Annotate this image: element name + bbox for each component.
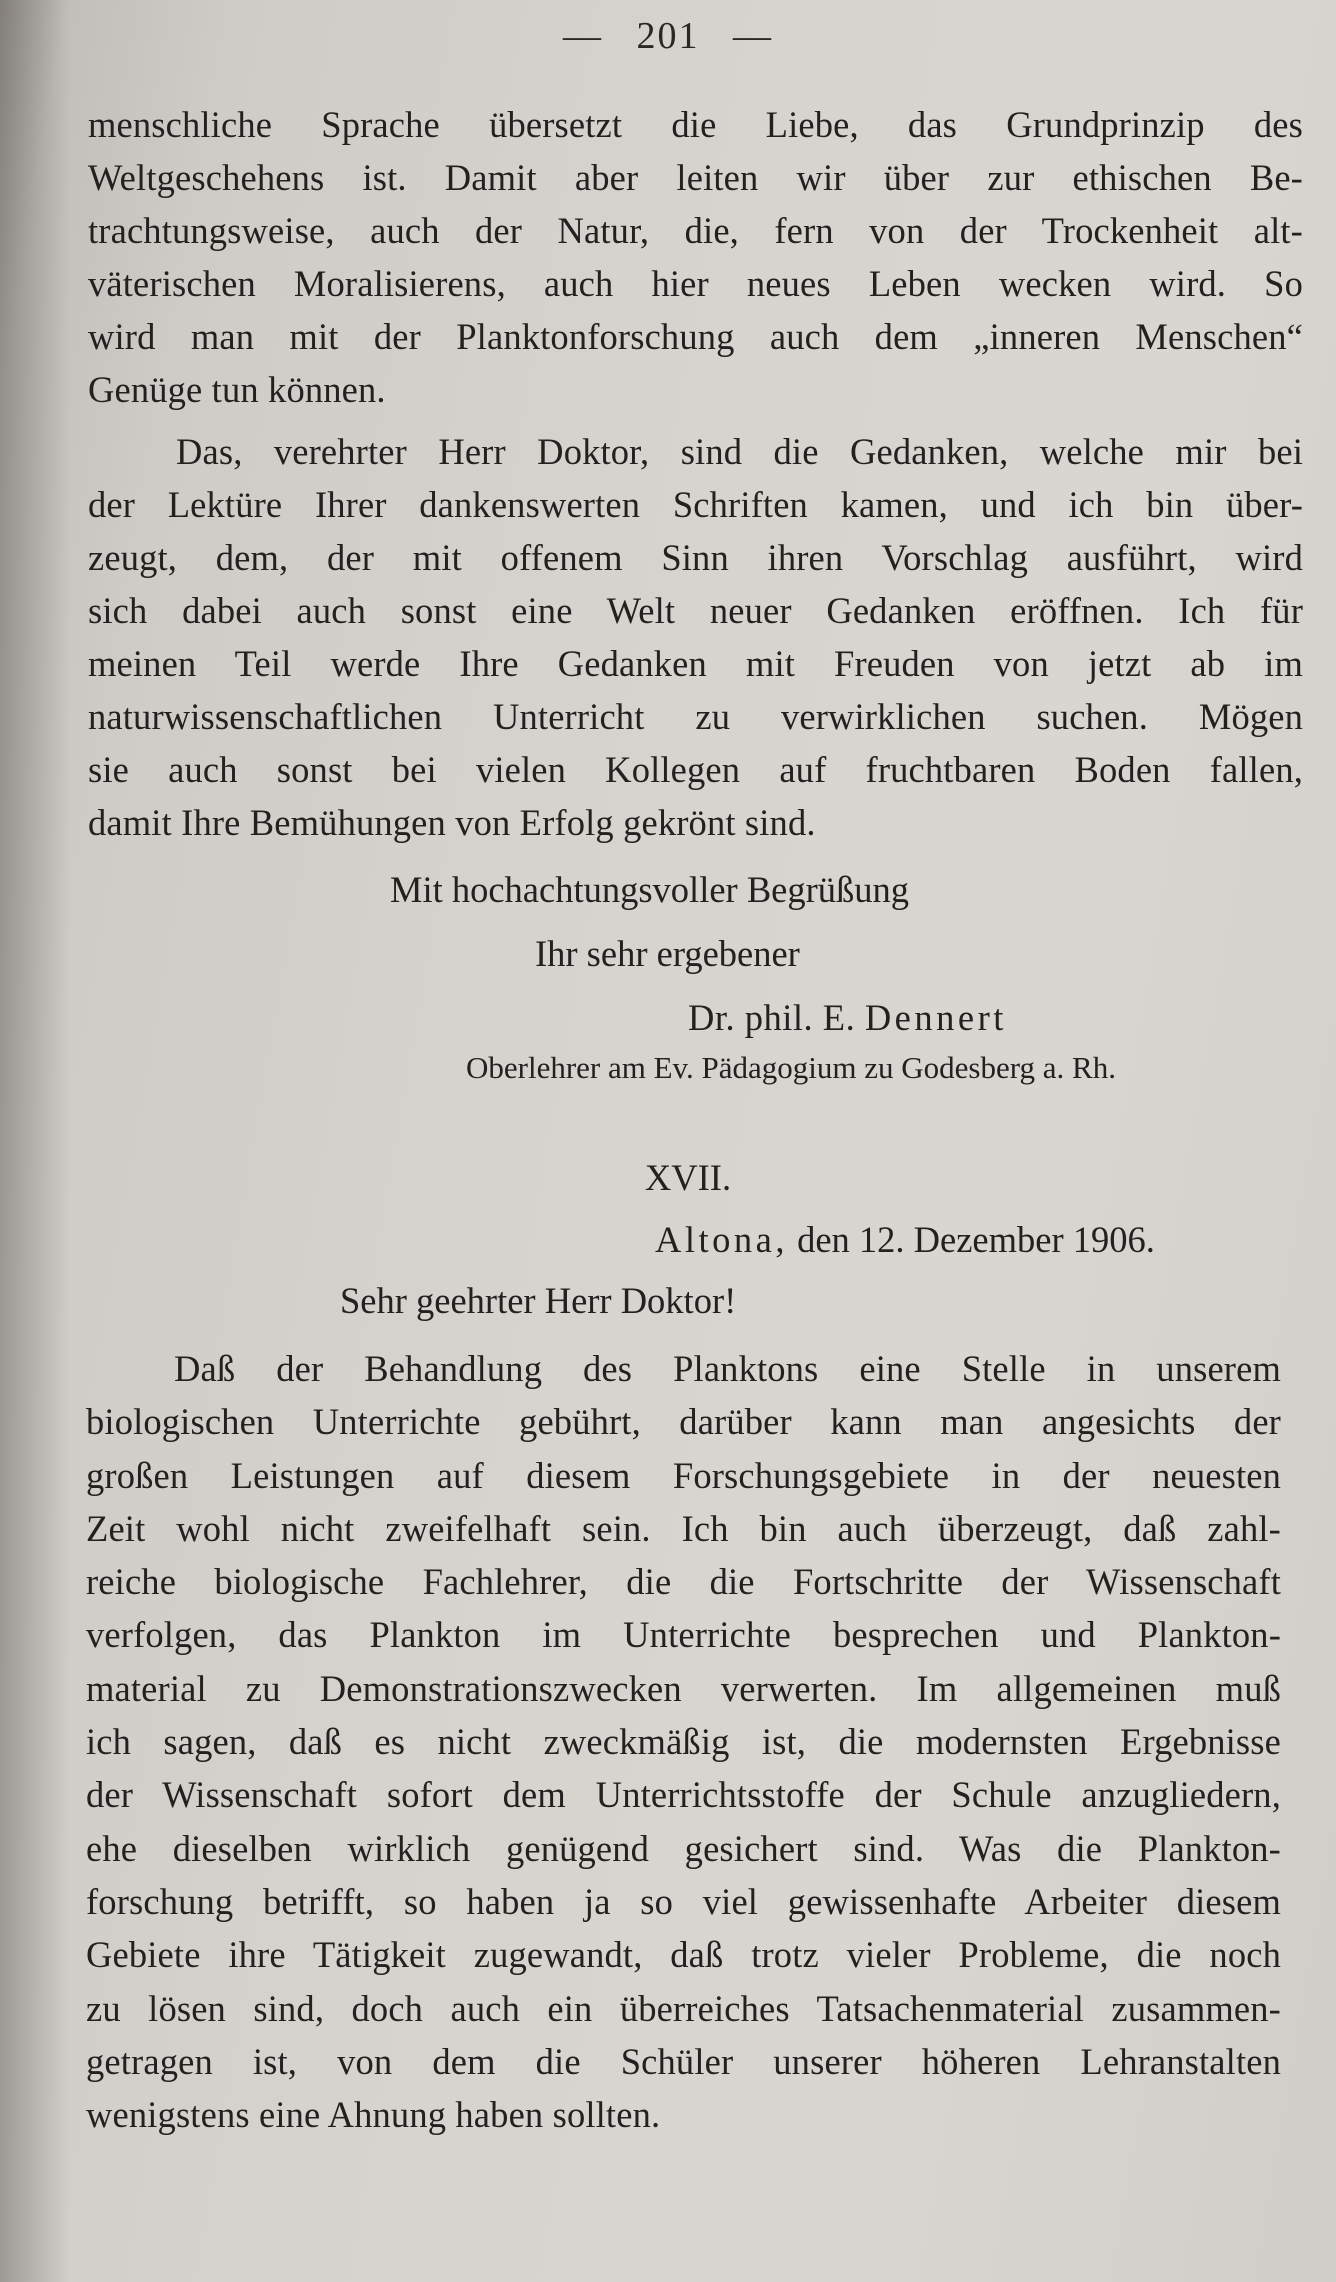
text-line: reiche biologische Fachlehrer, die die Fortschritte der Wissenschaft xyxy=(86,1561,1281,1603)
text-line: sie auch sonst bei vielen Kollegen auf fruchtbaren Boden fallen, xyxy=(88,749,1303,790)
text-line: trachtungsweise, auch der Natur, die, fern von der Trockenheit alt- xyxy=(88,210,1303,251)
text-line: Gebiete ihre Tätigkeit zugewandt, daß trotz vieler Probleme, die noch xyxy=(86,1934,1281,1976)
text-line: sich dabei auch sonst eine Welt neuer Gedanken eröffnen. Ich für xyxy=(88,590,1303,631)
letter-signature xyxy=(688,996,1007,1039)
letter-section-number: XVII. xyxy=(644,1157,732,1198)
text-line: zeugt, dem, der mit offenem Sinn ihren Vorschlag ausführt, wird xyxy=(88,537,1303,578)
text-line: wird man mit der Planktonforschung auch dem „inneren Menschen“ xyxy=(88,316,1303,357)
text-line: Weltgeschehens ist. Damit aber leiten wir über zur ethischen Be- xyxy=(88,157,1303,198)
text-line: damit Ihre Bemühungen von Erfolg gekrönt sind. xyxy=(88,802,816,843)
letter-body xyxy=(86,1342,1281,2141)
letter-date: den 12. Dezember 1906. xyxy=(797,1219,1155,1260)
signature-prefix: Dr. phil. E. xyxy=(688,997,856,1038)
text-line: wenigstens eine Ahnung haben sollten. xyxy=(86,2094,661,2136)
text-line: naturwissenschaftlichen Unterricht zu verwirklichen suchen. Mögen xyxy=(88,696,1303,737)
letter-closing-yours: Ihr sehr ergebener xyxy=(535,933,800,974)
text-line: zu lösen sind, doch auch ein überreiches Tatsachenmaterial zusammen- xyxy=(86,1987,1281,2029)
letter-place: Altona, xyxy=(655,1219,788,1260)
text-line: Zeit wohl nicht zweifelhaft sein. Ich bin auch überzeugt, daß zahl- xyxy=(86,1507,1281,1549)
text-line: ich sagen, daß es nicht zweckmäßig ist, die modernsten Ergebnisse xyxy=(86,1721,1281,1763)
text-line: forschung betrifft, so haben ja so viel gewissenhafte Arbeiter diesem xyxy=(86,1880,1281,1922)
text-line: meinen Teil werde Ihre Gedanken mit Freuden von jetzt ab im xyxy=(88,643,1303,684)
text-line: Das, verehrter Herr Doktor, sind die Gedanken, welche mir bei xyxy=(176,431,1303,472)
signature-name: Dennert xyxy=(864,997,1007,1038)
paragraph-continued xyxy=(88,98,1303,416)
text-line: großen Leistungen auf diesem Forschungsgebiete in der neuesten xyxy=(86,1454,1281,1496)
page-number: — 201 — xyxy=(563,15,773,57)
text-line: biologischen Unterrichte gebührt, darüber kann man angesichts der xyxy=(86,1401,1281,1443)
letter-closing-greeting: Mit hochachtungsvoller Begrüßung xyxy=(390,869,910,910)
text-line: verfolgen, das Plankton im Unterrichte besprechen und Plankton- xyxy=(86,1614,1281,1656)
text-line: Genüge tun können. xyxy=(88,369,386,410)
text-line: getragen ist, von dem die Schüler unserer höheren Lehranstalten xyxy=(86,2040,1281,2082)
signer-position: Oberlehrer am Ev. Pädagogium zu Godesberg a. Rh. xyxy=(466,1050,1116,1085)
text-line: ehe dieselben wirklich genügend gesichert sind. Was die Plankton- xyxy=(86,1827,1281,1869)
text-line: material zu Demonstrationszwecken verwerten. Im allgemeinen muß xyxy=(86,1667,1281,1709)
text-line: der Lektüre Ihrer dankenswerten Schriften kamen, und ich bin über- xyxy=(88,484,1303,525)
letter-salutation: Sehr geehrter Herr Doktor! xyxy=(340,1280,737,1321)
text-line: menschliche Sprache übersetzt die Liebe, das Grundprinzip des xyxy=(88,104,1303,145)
text-line: der Wissenschaft sofort dem Unterrichtsstoffe der Schule anzugliedern, xyxy=(86,1774,1281,1816)
letter-place-date xyxy=(655,1218,1155,1261)
paragraph-closing-thoughts xyxy=(88,425,1303,849)
text-line: väterischen Moralisierens, auch hier neues Leben wecken wird. So xyxy=(88,263,1303,304)
text-line: Daß der Behandlung des Planktons eine Stelle in unserem xyxy=(174,1348,1281,1389)
